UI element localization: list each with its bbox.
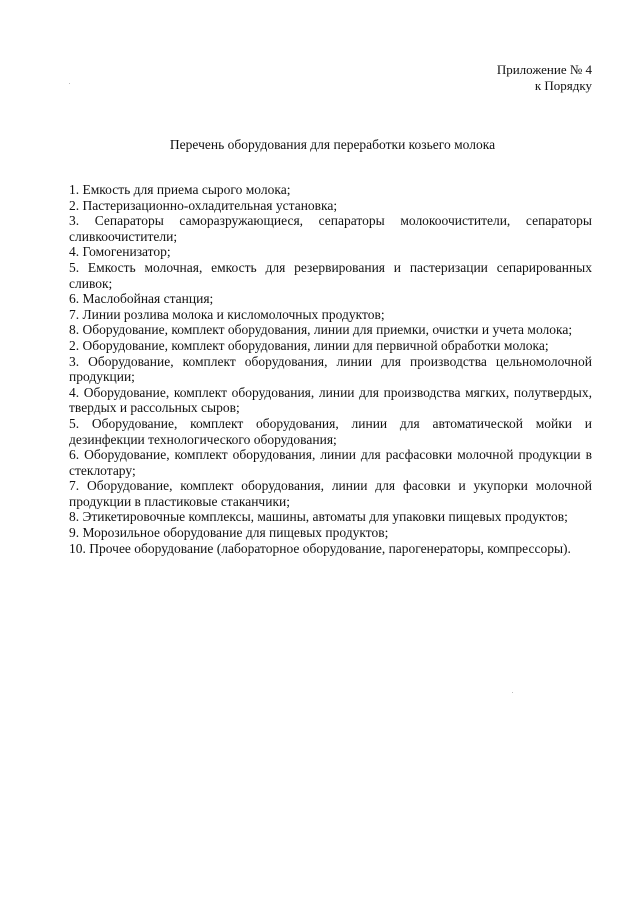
list-item: 2. Пастеризационно-охладительная установка; xyxy=(69,197,338,213)
appendix-header xyxy=(497,62,592,94)
document-title: Перечень оборудования для переработки козьего молока xyxy=(169,137,496,152)
list-item: 5. Оборудование, комплект оборудования, линии для автоматической мойки и дезинфекции технологического оборудования; xyxy=(69,415,592,447)
appendix-number: Приложение № 4 xyxy=(496,62,592,77)
scan-speck xyxy=(69,83,70,84)
list-item: 7. Оборудование, комплект оборудования, линии для фасовки и укупорки молочной продукции в пластиковые стаканчики; xyxy=(69,478,592,509)
list-item: 5. Емкость молочная, емкость для резервирования и пастеризации сепарированных сливок; xyxy=(69,259,592,291)
list-item: 6. Маслобойная станция; xyxy=(69,291,214,307)
list-item: 6. Оборудование, комплект оборудования, линии для расфасовки молочной продукции в стеклотару; xyxy=(69,447,592,478)
list-item: 4. Гомогенизатор; xyxy=(69,244,171,260)
list-item: 8. Оборудование, комплект оборудования, линии для приемки, очистки и учета молока; xyxy=(69,322,573,338)
equipment-list xyxy=(69,182,592,556)
appendix-reference: к Порядку xyxy=(534,78,592,93)
list-item: 3. Оборудование, комплект оборудования, линии для производства цельномолочной продукции; xyxy=(69,353,592,385)
list-item: 2. Оборудование, комплект оборудования, линии для первичной обработки молока; xyxy=(69,337,549,353)
list-item: 4. Оборудование, комплект оборудования, линии для производства мягких, полутвердых, твердых и рассольных сыров; xyxy=(69,384,592,416)
list-item: 8. Этикетировочные комплексы, машины, автоматы для упаковки пищевых продуктов; xyxy=(69,509,568,525)
list-item: 10. Прочее оборудование (лабораторное оборудование, парогенераторы, компрессоры). xyxy=(69,540,571,556)
list-item: 1. Емкость для приема сырого молока; xyxy=(69,182,291,197)
list-item: 9. Морозильное оборудование для пищевых продуктов; xyxy=(69,525,389,541)
list-item: 7. Линии розлива молока и кисломолочных продуктов; xyxy=(69,306,385,322)
scan-speck xyxy=(512,692,513,693)
list-item: 3. Сепараторы саморазружающиеся, сепараторы молокоочистители, сепараторы сливкоочистители; xyxy=(69,213,592,244)
